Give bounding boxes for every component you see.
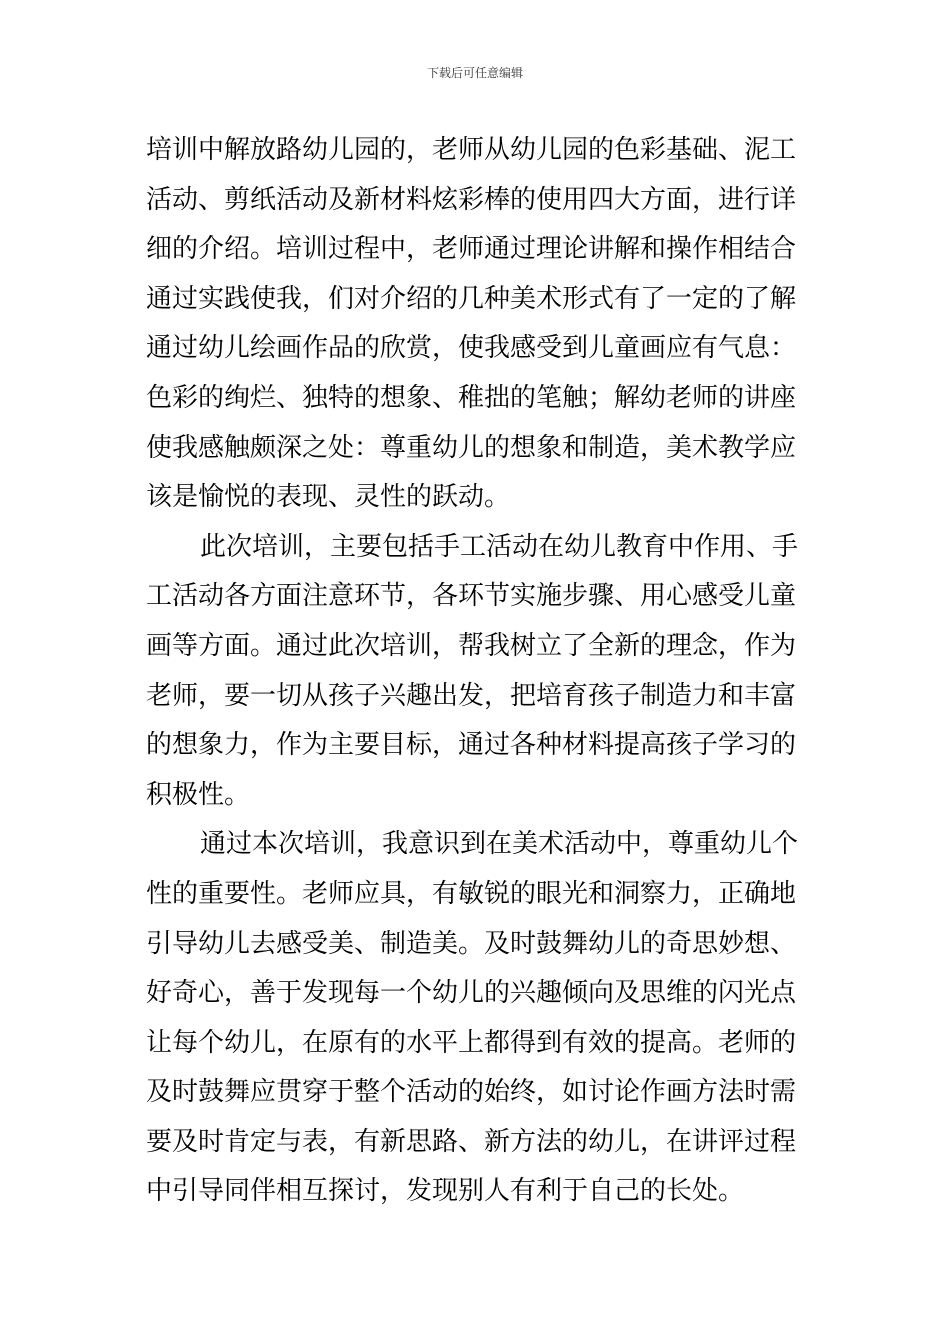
paragraph-2-line: 工活动各方面注意环节，各环节实施步骤、用心感受儿童 bbox=[146, 581, 797, 612]
paragraph-3-line: 好奇心，善于发现每一个幼儿的兴趣倾向及思维的闪光点 bbox=[146, 978, 797, 1009]
paragraph-3-line: 要及时肯定与表，有新思路、新方法的幼儿，在讲评过程 bbox=[146, 1126, 797, 1157]
paragraph-2-line: 画等方面。通过此次培训，帮我树立了全新的理念，作为 bbox=[146, 630, 797, 661]
paragraph-3-line: 性的重要性。老师应具，有敏锐的眼光和洞察力，正确地 bbox=[146, 878, 797, 909]
document-body bbox=[146, 126, 808, 1217]
paragraph-1-line: 通过实践使我，们对介绍的几种美术形式有了一定的了解 bbox=[146, 283, 797, 314]
paragraph-2-line: 积极性。 bbox=[146, 779, 251, 810]
paragraph-1-line: 细的介绍。培训过程中，老师通过理论讲解和操作相结合 bbox=[146, 234, 797, 265]
paragraph-2-first-line: 此次培训，主要包括手工活动在幼儿教育中作用、手 bbox=[200, 531, 799, 562]
paragraph-1-line: 色彩的绚烂、独特的想象、稚拙的笔触；解幼老师的讲座 bbox=[146, 382, 797, 413]
paragraph-3-first-line: 通过本次培训，我意识到在美术活动中，尊重幼儿个 bbox=[200, 829, 799, 860]
paragraph-3-line: 让每个幼儿，在原有的水平上都得到有效的提高。老师的 bbox=[146, 1027, 797, 1058]
paragraph-2-line: 的想象力，作为主要目标，通过各种材料提高孩子学习的 bbox=[146, 730, 797, 761]
paragraph-1-line: 培训中解放路幼儿园的，老师从幼儿园的色彩基础、泥工 bbox=[146, 135, 797, 165]
page-header: 下载后可任意编辑 bbox=[426, 66, 523, 80]
paragraph-1-line: 通过幼儿绘画作品的欣赏，使我感受到儿童画应有气息： bbox=[146, 333, 797, 364]
paragraph-1-line: 使我感触颇深之处：尊重幼儿的想象和制造，美术教学应 bbox=[146, 432, 797, 463]
paragraph-3-line: 及时鼓舞应贯穿于整个活动的始终，如讨论作画方法时需 bbox=[146, 1077, 797, 1108]
paragraph-3-line: 中引导同伴相互探讨，发现别人有利于自己的长处。 bbox=[146, 1176, 745, 1207]
paragraph-2-line: 老师，要一切从孩子兴趣出发，把培育孩子制造力和丰富 bbox=[146, 680, 797, 711]
paragraph-1-line: 该是愉悦的表现、灵性的跃动。 bbox=[146, 482, 511, 513]
paragraph-1-line: 活动、剪纸活动及新材料炫彩棒的使用四大方面，进行详 bbox=[146, 184, 797, 215]
paragraph-3-line: 引导幼儿去感受美、制造美。及时鼓舞幼儿的奇思妙想、 bbox=[146, 928, 797, 959]
